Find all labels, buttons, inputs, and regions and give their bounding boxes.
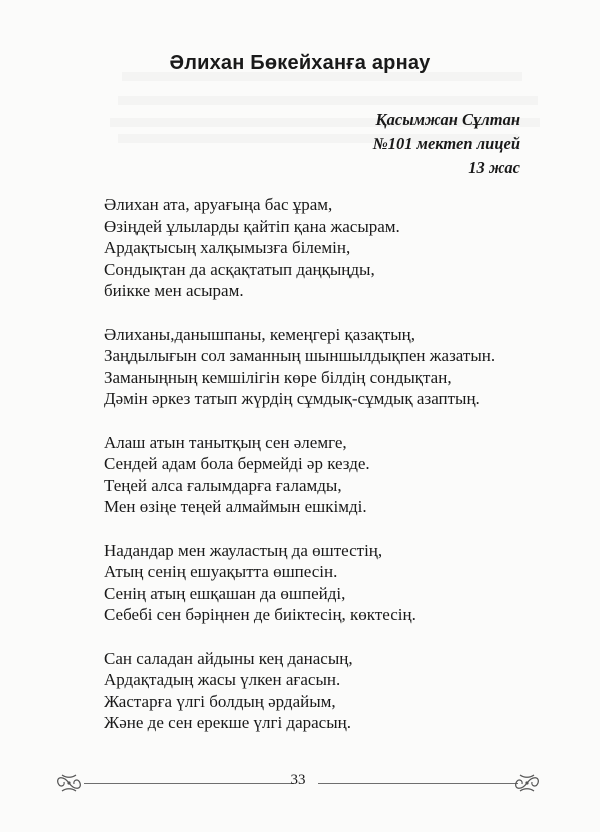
- page-number: 33: [290, 772, 306, 788]
- author-age: 13 жас: [468, 158, 520, 177]
- bleed-through-shadow: [118, 96, 538, 105]
- poem-line: Әлихан ата, аруағыңа бас ұрам,: [104, 195, 333, 214]
- poem-line: Жастарға үлгі болдың әрдайым,: [104, 691, 336, 711]
- poem-line: Және де сен ерекше үлгі дарасың.: [104, 713, 351, 732]
- poem-body: [104, 194, 495, 756]
- poem-line: Атың сенің ешуақытта өшпесін.: [104, 562, 338, 581]
- stanza: [104, 324, 495, 410]
- footer-rule: [318, 783, 518, 784]
- poem-line: Әлиханы,данышпаны, кемеңгері қазақтың,: [104, 324, 415, 344]
- poem-line: Дәмін әркез татып жүрдің сұмдық-сұмдық азаптың.: [104, 389, 480, 408]
- author-byline: [373, 108, 520, 180]
- poem-line: Сендей адам бола бермейді әр кезде.: [104, 454, 370, 473]
- poem-line: Себебі сен бәріңнен де биіктесің, көктесің.: [104, 605, 416, 624]
- poem-line: Заманыңның кемшілігін көре білдің сондықтан,: [104, 367, 452, 387]
- stanza: [104, 540, 495, 626]
- poem-line: Өзіңдей ұлыларды қайтіп қана жасырам.: [104, 216, 400, 236]
- poem-line: Ардақтадың жасы үлкен ағасын.: [104, 670, 341, 689]
- floral-scroll-icon: [512, 770, 542, 796]
- page-footer: [50, 764, 546, 804]
- poem-line: Алаш атын танытқың сен әлемге,: [104, 432, 347, 452]
- author-name: Қасымжан Сұлтан: [375, 110, 520, 129]
- author-school: №101 мектеп лицей: [372, 134, 520, 153]
- poem-line: Мен өзіңе теңей алмаймын ешкімді.: [104, 497, 367, 516]
- poem-line: Ардақтысың халқымызға білемін,: [104, 238, 351, 257]
- poem-line: Теңей алса ғалымдарға ғаламды,: [104, 475, 342, 495]
- poem-line: Сондықтан да асқақтатып даңқыңды,: [104, 259, 375, 279]
- poem-line: биікке мен асырам.: [104, 281, 244, 300]
- stanza: [104, 432, 495, 518]
- poem-line: Надандар мен жауластың да өштестің,: [104, 540, 383, 560]
- poem-line: Сан саладан айдыны кең данасың,: [104, 648, 353, 668]
- stanza: [104, 194, 495, 302]
- poem-line: Сенің атың ешқашан да өшпейді,: [104, 583, 346, 603]
- stanza: [104, 648, 495, 734]
- poem-line: Заңдылығын сол заманның шыншылдықпен жазатын.: [104, 346, 496, 365]
- poem-title: Әлихан Бөкейханға арнау: [169, 52, 431, 74]
